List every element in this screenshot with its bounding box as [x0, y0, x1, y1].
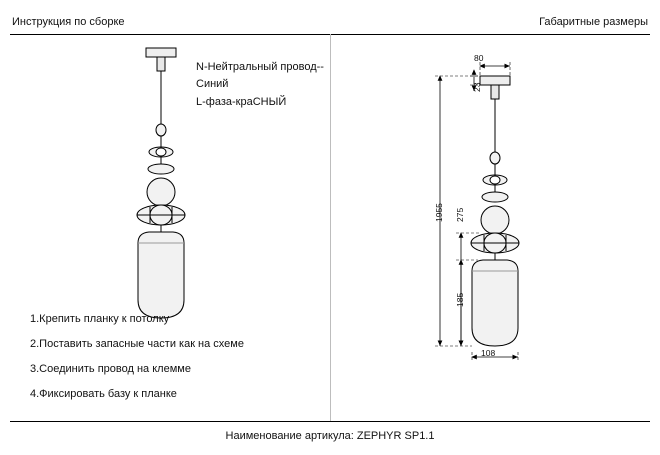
bead-small-top [156, 124, 166, 136]
glass-shade [138, 232, 184, 318]
dim-label-total-height: 1955 [434, 203, 444, 222]
assembly-step-2: 2.Поставить запасные части как на схеме [30, 338, 244, 350]
panel-title-dimensions: Габаритные размеры [539, 16, 648, 28]
bottom-divider-rule [10, 421, 650, 422]
bead-sphere [147, 178, 175, 206]
assembly-step-3: 3.Соединить провод на клемме [30, 363, 191, 375]
article-name-footer: Наименование артикула: ZEPHYR SP1.1 [225, 430, 435, 442]
bead-ring [148, 164, 174, 174]
assembly-steps-list [30, 313, 244, 413]
dim-ceiling-plate [480, 76, 510, 85]
dim-label-shade-height: 185 [455, 292, 465, 307]
panel-title-assembly: Инструкция по сборке [12, 16, 125, 28]
dim-label-canopy-height: 23 [472, 82, 482, 92]
assembly-step-1: 1.Крепить планку к потолку [30, 313, 170, 325]
note-live-wire: L-фаза-краСНЫЙ [196, 96, 287, 108]
dim-label-shade-width: 108 [481, 348, 496, 358]
note-neutral-wire: N-Нейтральный провод--Синий [196, 61, 324, 90]
dim-stem-block [491, 85, 499, 99]
stem-block [157, 57, 165, 71]
ceiling-plate [146, 48, 176, 57]
dim-label-group-height: 275 [455, 207, 465, 222]
dim-glass-shade [472, 260, 518, 346]
dim-label-canopy-width: 80 [474, 53, 484, 63]
assembly-step-4: 4.Фиксировать базу к планке [30, 388, 177, 400]
